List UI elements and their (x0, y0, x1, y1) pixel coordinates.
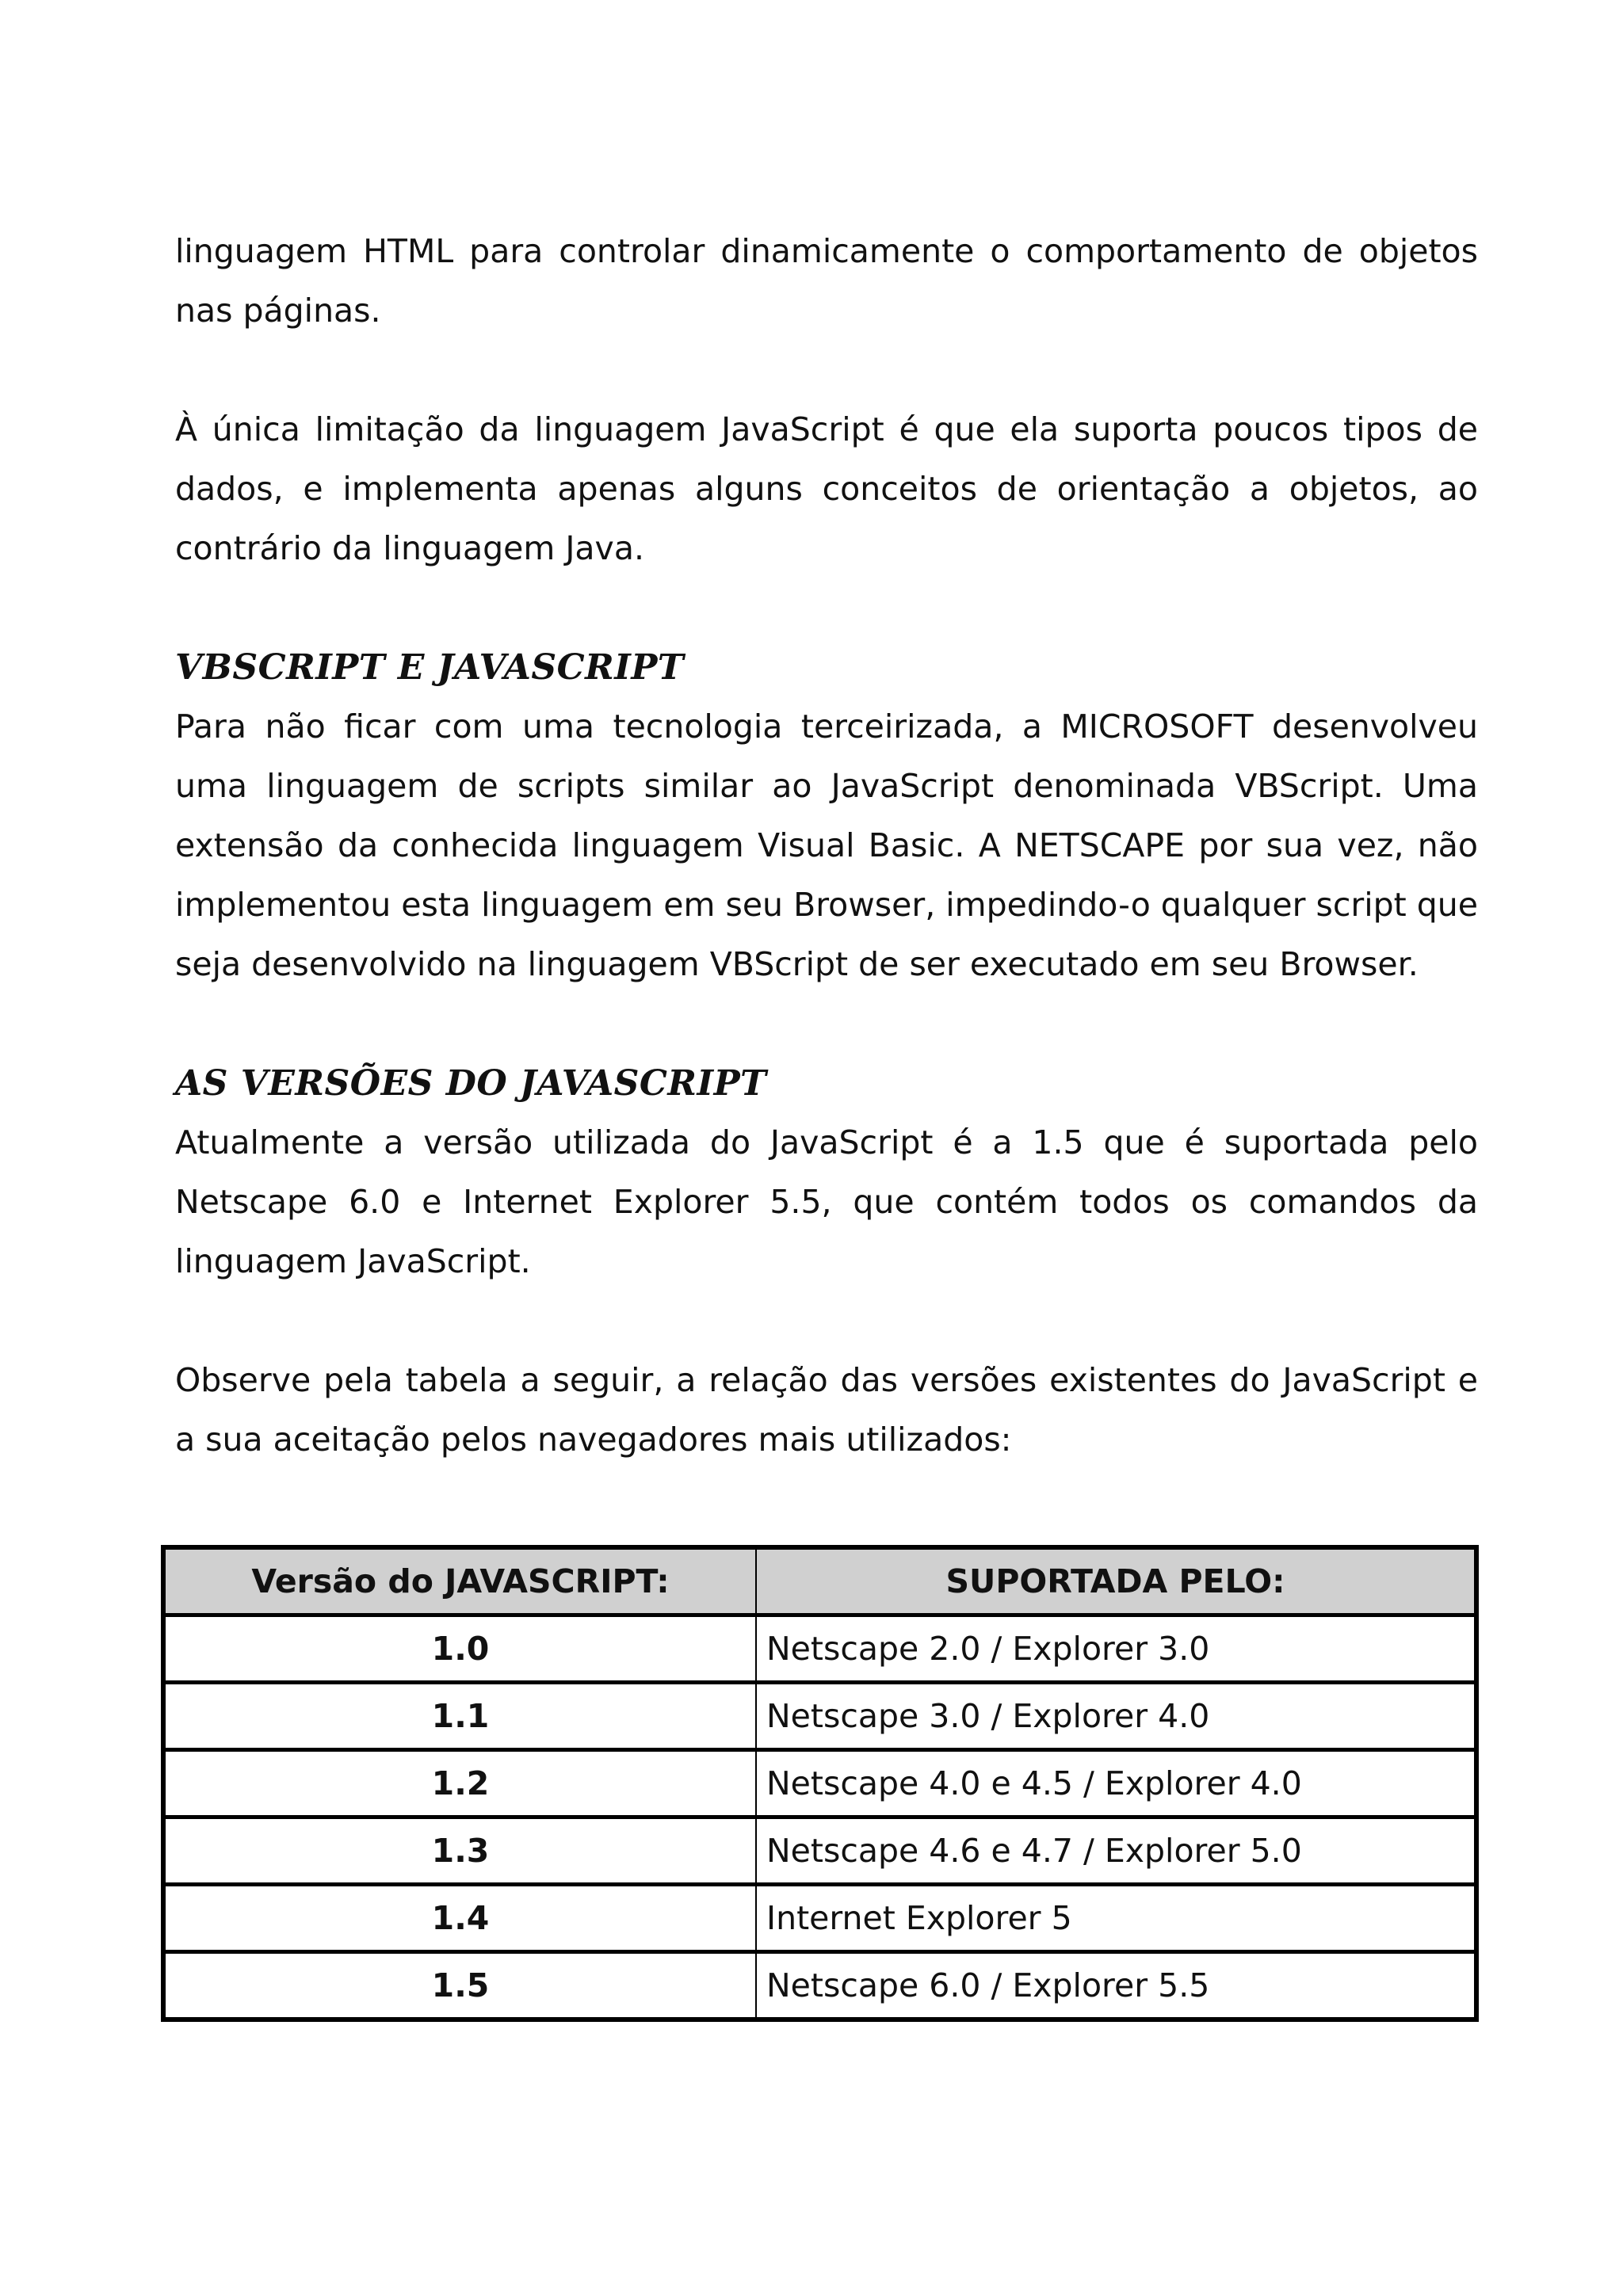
table-row (163, 1952, 1476, 2020)
heading-vbscript-javascript: VBSCRIPT E JAVASCRIPT (175, 647, 685, 688)
version-cell: 1.5 (163, 1952, 756, 2020)
versions-table-wrapper (161, 1545, 1479, 2022)
table-row (163, 1750, 1476, 1817)
document-body (175, 222, 1478, 1470)
supported-by-cell: Netscape 4.6 e 4.7 / Explorer 5.0 (756, 1817, 1476, 1885)
supported-by-cell: Netscape 2.0 / Explorer 3.0 (756, 1615, 1476, 1683)
supported-by-cell: Netscape 3.0 / Explorer 4.0 (756, 1683, 1476, 1750)
version-cell: 1.4 (163, 1885, 756, 1952)
header-supported-by: SUPORTADA PELO: (756, 1547, 1476, 1615)
versions-table (161, 1545, 1479, 2022)
supported-by-cell: Netscape 6.0 / Explorer 5.5 (756, 1952, 1476, 2020)
supported-by-cell: Netscape 4.0 e 4.5 / Explorer 4.0 (756, 1750, 1476, 1817)
paragraph-html-control: linguagem HTML para controlar dinamicamente o comportamento de objetos nas páginas. (175, 232, 1478, 330)
table-header-row (163, 1547, 1476, 1615)
spacer (175, 994, 1478, 1054)
version-cell: 1.2 (163, 1750, 756, 1817)
table-row (163, 1885, 1476, 1952)
paragraph-current-version: Atualmente a versão utilizada do JavaScript é a 1.5 que é suportada pelo Netscape 6.0 e Internet Explorer 5.5, que contém todos os comandos da linguagem JavaScript. (175, 1123, 1478, 1280)
spacer (175, 341, 1478, 400)
version-cell: 1.3 (163, 1817, 756, 1885)
paragraph-javascript-limitation: À única limitação da linguagem JavaScript é que ela suporta poucos tipos de dados, e implementa apenas alguns conceitos de orientação a objetos, ao contrário da linguagem Java. (175, 410, 1478, 567)
header-version: Versão do JAVASCRIPT: (163, 1547, 756, 1615)
version-cell: 1.1 (163, 1683, 756, 1750)
spacer (175, 578, 1478, 638)
supported-by-cell: Internet Explorer 5 (756, 1885, 1476, 1952)
table-row (163, 1817, 1476, 1885)
paragraph-table-intro: Observe pela tabela a seguir, a relação das versões existentes do JavaScript e a sua aceitação pelos navegadores mais utilizados: (175, 1361, 1478, 1459)
table-row (163, 1615, 1476, 1683)
table-row (163, 1683, 1476, 1750)
spacer (175, 1291, 1478, 1351)
heading-javascript-versions: AS VERSÕES DO JAVASCRIPT (175, 1063, 767, 1104)
paragraph-vbscript: Para não ficar com uma tecnologia terceirizada, a MICROSOFT desenvolveu uma linguagem de scripts similar ao JavaScript denominada VBScript. Uma extensão da conhecida linguagem Visual Basic. A NETSCAPE por sua vez, não implementou esta linguagem em seu Browser, impedindo-o qualquer script que seja desenvolvido na linguagem VBScript de ser executado em seu Browser. (175, 707, 1478, 983)
version-cell: 1.0 (163, 1615, 756, 1683)
